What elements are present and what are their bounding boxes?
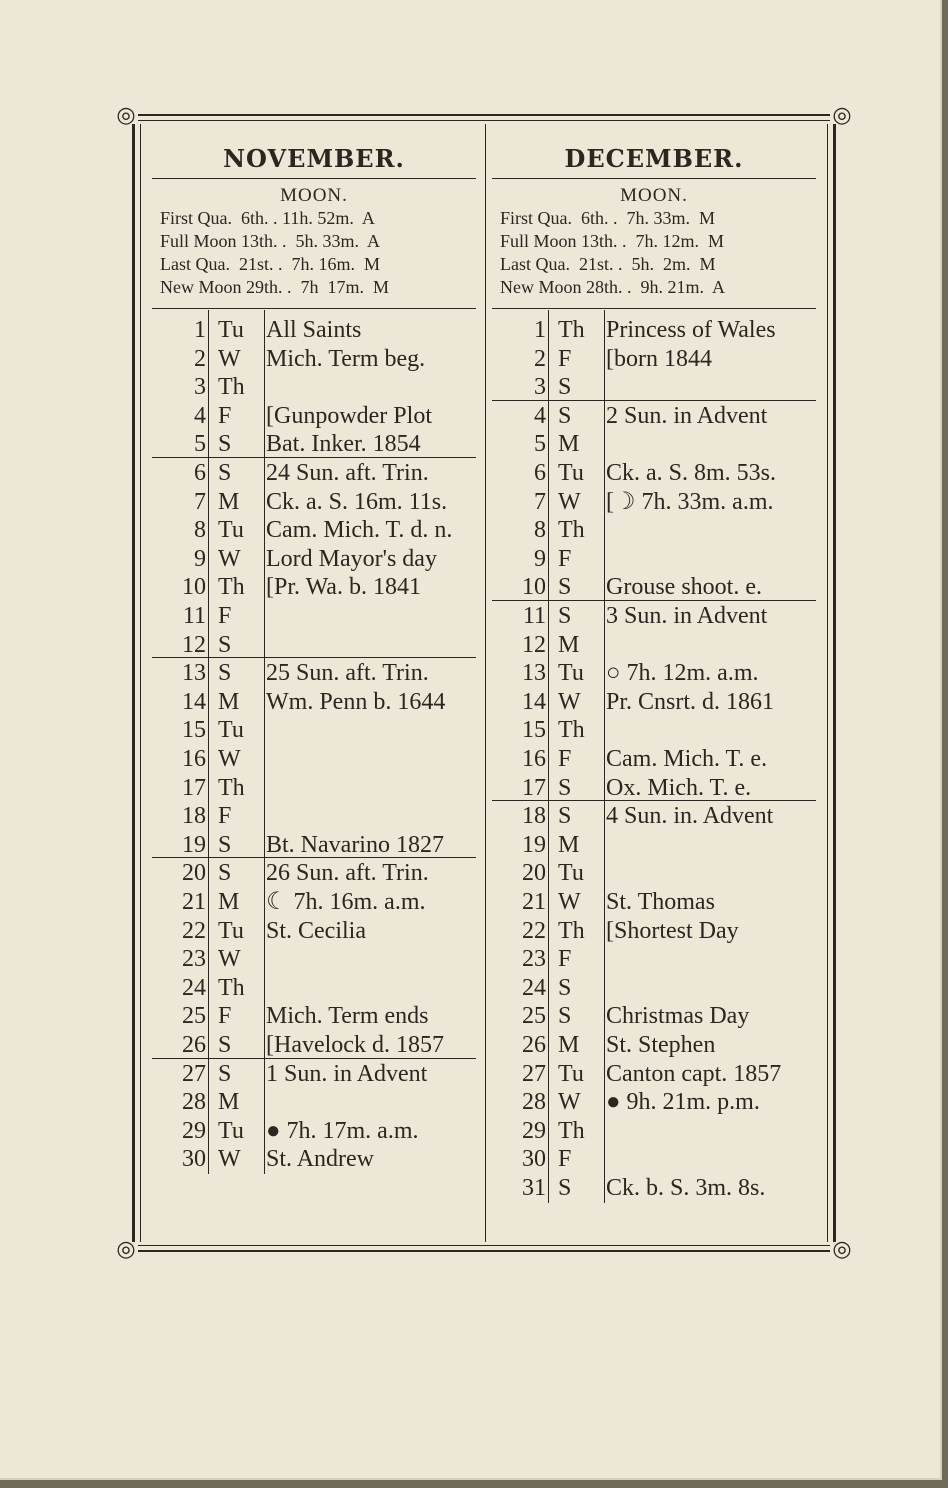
day-event: Ck. a. S. 16m. 11s. [266, 488, 448, 515]
moon-heading: MOON. [620, 185, 688, 206]
moon-line: New Moon 29th. . 7h 17m. M [160, 277, 389, 297]
weekday: S [558, 603, 572, 629]
day-number: 26 [182, 1032, 206, 1058]
day-row [486, 459, 822, 487]
top-rule [138, 114, 830, 116]
weekday: Tu [218, 317, 244, 343]
day-number: 28 [522, 1089, 546, 1116]
moon-line: New Moon 28th. . 9h. 21m. A [500, 277, 725, 297]
day-row [486, 573, 822, 601]
day-row [146, 888, 482, 916]
day-number: 16 [182, 746, 206, 772]
week-separator [492, 400, 816, 401]
day-event: Princess of Wales [606, 317, 776, 343]
weekday: Th [218, 774, 245, 801]
day-number: 3 [194, 374, 206, 401]
day-row [146, 545, 482, 573]
day-row [486, 1174, 822, 1202]
day-number: 23 [182, 946, 206, 973]
day-row [146, 345, 482, 373]
day-event: [Pr. Wa. b. 1841 [266, 574, 421, 601]
day-row [146, 573, 482, 601]
weekday-column-rule [264, 310, 265, 1174]
weekday: Th [218, 374, 245, 401]
day-event: Canton capt. 1857 [606, 1060, 782, 1087]
weekday: M [558, 831, 580, 858]
day-row [486, 802, 822, 830]
day-row [146, 1117, 482, 1145]
day-row [486, 716, 822, 744]
day-number: 9 [194, 545, 206, 572]
day-row [146, 1031, 482, 1059]
day-number: 6 [534, 460, 546, 486]
weekday: M [558, 431, 580, 458]
day-row [146, 516, 482, 544]
weekday: Tu [218, 917, 244, 944]
day-event: 2 Sun. in Advent [606, 402, 768, 429]
day-number: 29 [522, 1117, 546, 1144]
corner-ornament-icon: ◎ [116, 1237, 136, 1262]
day-row [486, 402, 822, 430]
november-column [146, 130, 482, 1236]
day-row [486, 745, 822, 773]
day-number: 24 [182, 974, 206, 1001]
day-event: Mich. Term ends [266, 1003, 429, 1030]
day-number: 6 [194, 460, 206, 486]
day-number: 13 [182, 660, 206, 687]
weekday: S [558, 1175, 572, 1201]
day-row [486, 888, 822, 916]
weekday: S [218, 1032, 232, 1058]
day-event: Ck. a. S. 8m. 53s. [606, 460, 777, 486]
day-row [146, 488, 482, 516]
day-event: [Havelock d. 1857 [266, 1032, 444, 1058]
day-event: Bat. Inker. 1854 [266, 431, 421, 458]
weekday: S [558, 803, 572, 830]
weekday: M [558, 631, 580, 658]
day-number: 11 [522, 603, 546, 629]
day-number: 7 [534, 488, 546, 515]
day-row [146, 631, 482, 659]
week-separator [152, 1058, 476, 1059]
day-event: ○ 7h. 12m. a.m. [606, 660, 759, 687]
weekday: W [218, 946, 241, 973]
weekday: M [218, 889, 240, 915]
day-row [486, 488, 822, 516]
day-row [486, 631, 822, 659]
day-row [486, 345, 822, 373]
day-row [486, 774, 822, 802]
moon-heading: MOON. [280, 185, 348, 206]
weekday: W [218, 545, 241, 572]
day-number: 26 [522, 1032, 546, 1058]
moon-line: Last Qua. 21st. . 5h. 2m. M [500, 254, 716, 274]
weekday: S [218, 460, 232, 486]
weekday: Th [558, 317, 585, 343]
day-number: 12 [182, 631, 206, 658]
corner-ornament-icon: ◎ [832, 1237, 852, 1262]
day-number: 1 [534, 317, 546, 343]
day-row [486, 1002, 822, 1030]
weekday: Tu [558, 1060, 584, 1087]
day-event: Wm. Penn b. 1644 [266, 688, 446, 715]
day-row [146, 974, 482, 1002]
day-number: 9 [534, 545, 546, 572]
weekday: F [558, 746, 572, 772]
weekday: S [558, 574, 572, 601]
weekday: M [558, 1032, 580, 1058]
weekday: W [218, 345, 241, 372]
day-number: 16 [522, 746, 546, 772]
day-number: 4 [194, 402, 206, 429]
day-event: ● 7h. 17m. a.m. [266, 1117, 419, 1144]
day-event: Mich. Term beg. [266, 345, 426, 372]
day-number: 14 [522, 688, 546, 715]
day-number: 10 [522, 574, 546, 601]
moon-line: Full Moon 13th. . 7h. 12m. M [500, 231, 725, 251]
day-event: Ck. b. S. 3m. 8s. [606, 1175, 766, 1201]
weekday: S [558, 402, 572, 429]
corner-ornament-icon: ◎ [832, 103, 852, 128]
top-rule-inner [138, 120, 830, 121]
weekday: S [558, 974, 572, 1001]
day-event: [Gunpowder Plot [266, 402, 432, 429]
weekday: W [218, 1146, 241, 1173]
day-number: 2 [194, 345, 206, 372]
day-number: 19 [182, 831, 206, 858]
number-column-rule [208, 310, 209, 1174]
day-number: 23 [522, 946, 546, 973]
day-row [486, 1117, 822, 1145]
day-event: 4 Sun. in. Advent [606, 803, 774, 830]
weekday: Tu [558, 660, 584, 687]
left-rule-inner [140, 124, 141, 1242]
day-number: 4 [534, 402, 546, 429]
day-number: 25 [522, 1003, 546, 1030]
day-number: 29 [182, 1117, 206, 1144]
weekday: Th [218, 574, 245, 601]
day-number: 22 [182, 917, 206, 944]
weekday: S [558, 774, 572, 801]
day-number: 8 [534, 517, 546, 544]
weekday: S [218, 1060, 232, 1087]
day-row [486, 974, 822, 1002]
day-row [486, 1060, 822, 1088]
day-number: 8 [194, 517, 206, 544]
day-row [486, 316, 822, 344]
day-number: 28 [182, 1089, 206, 1116]
december-column [486, 130, 822, 1236]
weekday: W [218, 746, 241, 772]
week-separator [152, 657, 476, 658]
day-number: 21 [522, 889, 546, 915]
day-event: St. Stephen [606, 1032, 716, 1058]
day-event: Cam. Mich. T. d. n. [266, 517, 453, 544]
moon-line: First Qua. 6th. . 7h. 33m. M [500, 208, 716, 228]
week-separator [152, 857, 476, 858]
day-event: Pr. Cnsrt. d. 1861 [606, 688, 775, 715]
weekday: S [218, 660, 232, 687]
day-row [146, 831, 482, 859]
weekday: S [558, 374, 572, 401]
day-row [486, 1088, 822, 1116]
weekday: F [558, 946, 572, 973]
day-number: 27 [182, 1060, 206, 1087]
day-row [486, 859, 822, 887]
day-number: 18 [182, 803, 206, 830]
day-event: Ox. Mich. T. e. [606, 774, 752, 801]
weekday: W [558, 688, 581, 715]
day-row [486, 430, 822, 458]
day-row [486, 917, 822, 945]
day-number: 20 [522, 860, 546, 887]
day-row [486, 1031, 822, 1059]
moon-line: First Qua. 6th. . 11h. 52m. A [160, 208, 375, 228]
day-event: 1 Sun. in Advent [266, 1060, 428, 1087]
weekday: S [218, 631, 232, 658]
day-row [146, 859, 482, 887]
weekday: W [558, 889, 581, 915]
day-number: 24 [522, 974, 546, 1001]
day-row [146, 1145, 482, 1173]
bottom-rule-inner [138, 1245, 830, 1246]
weekday: F [558, 345, 572, 372]
weekday: F [218, 803, 232, 830]
weekday: Tu [558, 860, 584, 887]
day-number: 27 [522, 1060, 546, 1087]
day-row [146, 688, 482, 716]
bottom-rule [138, 1250, 830, 1252]
weekday: F [218, 1003, 232, 1030]
day-number: 5 [194, 431, 206, 458]
day-number: 18 [522, 803, 546, 830]
day-number: 15 [522, 717, 546, 744]
day-row [486, 831, 822, 859]
day-number: 20 [182, 860, 206, 887]
weekday: S [218, 860, 232, 887]
day-row [146, 316, 482, 344]
day-number: 17 [182, 774, 206, 801]
week-separator [492, 800, 816, 801]
day-row [146, 1002, 482, 1030]
day-row [486, 945, 822, 973]
day-row [146, 430, 482, 458]
day-row [146, 1060, 482, 1088]
day-event: 3 Sun. in Advent [606, 603, 768, 629]
day-number: 11 [182, 603, 206, 629]
day-number: 2 [534, 345, 546, 372]
day-event: ● 9h. 21m. p.m. [606, 1089, 760, 1116]
day-number: 10 [182, 574, 206, 601]
days-top-rule [152, 308, 476, 309]
day-number: 14 [182, 688, 206, 715]
weekday-column-rule [604, 310, 605, 1203]
day-number: 15 [182, 717, 206, 744]
right-rule-inner [827, 124, 828, 1242]
day-row [146, 373, 482, 401]
week-separator [492, 600, 816, 601]
weekday: Tu [218, 1117, 244, 1144]
day-number: 13 [522, 660, 546, 687]
weekday: S [218, 831, 232, 858]
day-row [146, 774, 482, 802]
weekday: S [218, 431, 232, 458]
weekday: M [218, 688, 240, 715]
weekday: F [558, 1146, 572, 1173]
day-event: All Saints [266, 317, 362, 343]
day-number: 22 [522, 917, 546, 944]
day-row [486, 373, 822, 401]
month-title: NOVEMBER. [223, 144, 405, 173]
day-event: [born 1844 [606, 345, 712, 372]
calendar-frame [116, 103, 852, 1262]
day-number: 30 [522, 1146, 546, 1173]
day-event: [Shortest Day [606, 917, 739, 944]
moon-line: Last Qua. 21st. . 7h. 16m. M [160, 254, 380, 274]
days-top-rule [492, 308, 816, 309]
day-event: St. Cecilia [266, 917, 366, 944]
weekday: Th [558, 517, 585, 544]
day-event: 24 Sun. aft. Trin. [266, 460, 429, 486]
day-number: 3 [534, 374, 546, 401]
weekday: F [218, 402, 232, 429]
weekday: Th [558, 917, 585, 944]
weekday: Th [558, 717, 585, 744]
day-number: 1 [194, 317, 206, 343]
day-row [146, 459, 482, 487]
day-number: 31 [522, 1175, 546, 1201]
day-number: 25 [182, 1003, 206, 1030]
day-event: Grouse shoot. e. [606, 574, 762, 601]
day-row [146, 402, 482, 430]
weekday: Tu [558, 460, 584, 486]
day-number: 19 [522, 831, 546, 858]
day-row [146, 1088, 482, 1116]
day-row [146, 802, 482, 830]
day-row [486, 545, 822, 573]
moon-phases [492, 178, 816, 299]
month-title: DECEMBER. [564, 144, 744, 173]
weekday: S [558, 1003, 572, 1030]
weekday: M [218, 1089, 240, 1116]
day-number: 12 [522, 631, 546, 658]
day-event: ☾ 7h. 16m. a.m. [266, 889, 426, 915]
day-number: 21 [182, 889, 206, 915]
day-row [146, 716, 482, 744]
week-separator [152, 457, 476, 458]
day-event: St. Thomas [606, 889, 715, 915]
day-event: [☽ 7h. 33m. a.m. [606, 488, 774, 515]
day-event: 25 Sun. aft. Trin. [266, 660, 429, 687]
day-event: Christmas Day [606, 1003, 750, 1030]
day-row [486, 602, 822, 630]
moon-phases [152, 178, 476, 299]
day-row [146, 945, 482, 973]
weekday: F [558, 545, 572, 572]
weekday: Th [558, 1117, 585, 1144]
number-column-rule [548, 310, 549, 1203]
day-event: Bt. Navarino 1827 [266, 831, 444, 858]
weekday: W [558, 488, 581, 515]
weekday: M [218, 488, 240, 515]
weekday: F [218, 603, 232, 629]
day-row [486, 688, 822, 716]
moon-line: Full Moon 13th. . 5h. 33m. A [160, 231, 381, 251]
weekday: W [558, 1089, 581, 1116]
day-row [486, 1145, 822, 1173]
weekday: Th [218, 974, 245, 1001]
day-row [146, 602, 482, 630]
weekday: Tu [218, 517, 244, 544]
day-number: 17 [522, 774, 546, 801]
day-row [486, 659, 822, 687]
day-event: 26 Sun. aft. Trin. [266, 860, 429, 887]
day-event: Lord Mayor's day [266, 545, 437, 572]
day-number: 7 [194, 488, 206, 515]
day-event: St. Andrew [266, 1146, 374, 1173]
day-number: 30 [182, 1146, 206, 1173]
left-rule [132, 124, 135, 1242]
day-row [146, 745, 482, 773]
right-rule [833, 124, 836, 1242]
day-row [146, 917, 482, 945]
day-row [486, 516, 822, 544]
day-event: Cam. Mich. T. e. [606, 746, 768, 772]
corner-ornament-icon: ◎ [116, 103, 136, 128]
day-row [146, 659, 482, 687]
day-number: 5 [534, 431, 546, 458]
weekday: Tu [218, 717, 244, 744]
